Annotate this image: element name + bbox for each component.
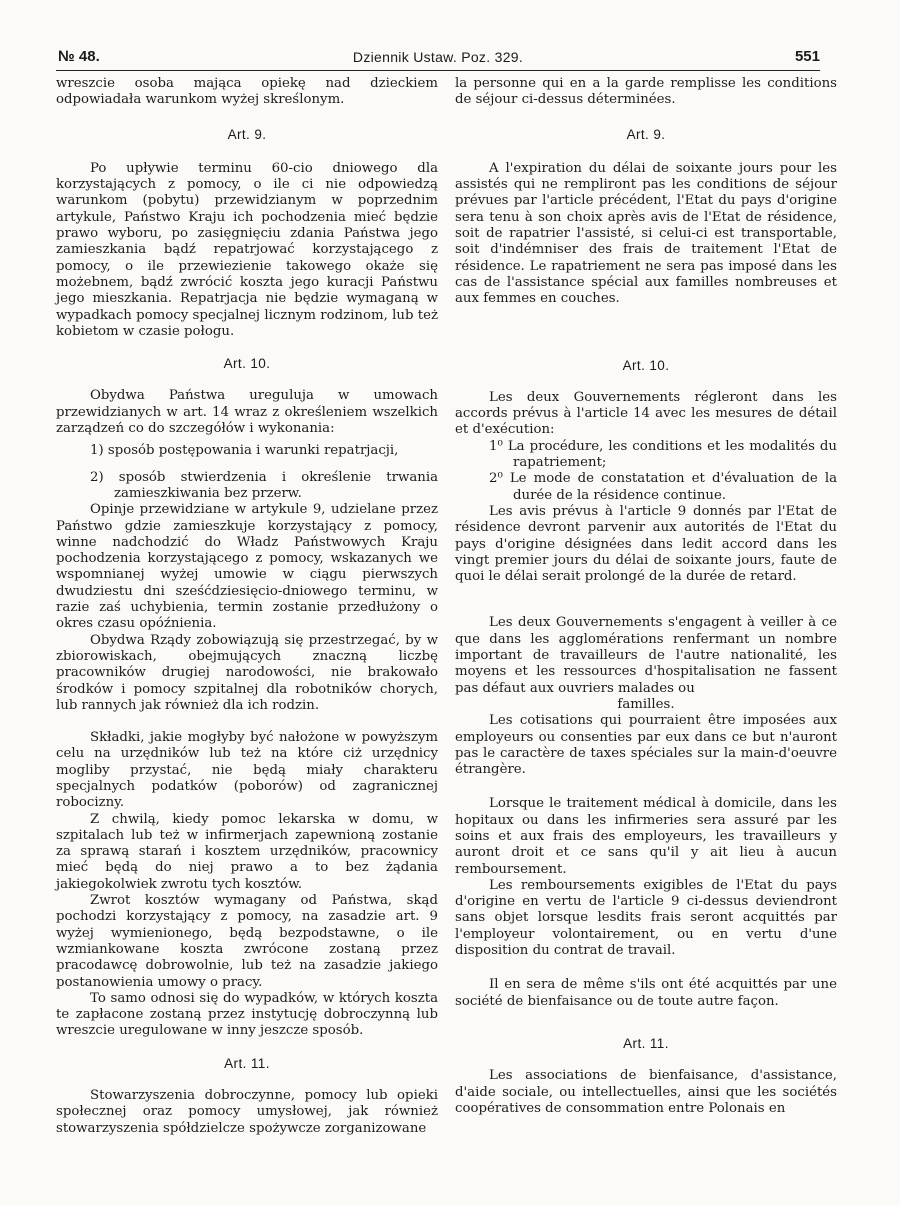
article-10-paragraph-7: Il en sera de même s'ils ont été acquittés par une société de bienfaisance ou de toute autre façon. (455, 977, 837, 1009)
article-10-item-2: 2⁰ Le mode de constatation et d'évaluation de la durée de la résidence continue. (489, 471, 837, 503)
page-header (56, 46, 820, 70)
article-10-paragraph-5: Lorsque le traitement médical à domicile, dans les hopitaux ou dans les infirmeries sera assuré par les soins et aux frais des employeurs, les travailleurs y auront droit et ce sans qu'il y ait lieu à aucun remboursement. (455, 796, 837, 877)
article-10-item-1: 1⁰ La procédure, les conditions et les modalités du rapatriement; (489, 438, 837, 471)
article-11-heading: Art. 11. (623, 1035, 669, 1051)
article-10-heading: Art. 10. (622, 357, 670, 373)
article-9-heading: Art. 9. (626, 126, 666, 142)
article-10-paragraph-6: Zwrot kosztów wymagany od Państwa, skąd pochodzi korzystający z pomocy, na zasadzie art. 9 wyżej wymienionego, będą bezpodstawne, o ile wzmiankowane koszta zwrócone zostaną przez pracodawcę dobrowolnie, lub też na zasadzie jakiego postanowienia umowy o pracy. (56, 893, 438, 990)
article-10-paragraph-5: Z chwilą, kiedy pomoc lekarska w domu, w szpitalach lub też w infirmerjach zapewnioną zostanie za sprawą starań i kosztem urzędników, pracownicy mieć będą do niej prawo a to bez żądania jakiegokolwiek zwrotu tych kosztów. (56, 811, 438, 892)
article-10-paragraph-4: Les cotisations qui pourraient être imposées aux employeurs ou consenties par eux dans ce but n'auront pas le caractère de taxes spéciales sur la main-d'oeuvre étrangère. (455, 713, 837, 778)
header-rule (56, 70, 820, 71)
article-10-heading: Art. 10. (223, 356, 271, 372)
article-10-paragraph-1: Obydwa Państwa ureguluja w umowach przewidzianych w art. 14 wraz z określeniem wszelkich zarządzeń co do szczegółów i wykonania: (56, 388, 438, 437)
article-11-heading: Art. 11. (224, 1055, 270, 1071)
article-10-paragraph-3-end: familles. (617, 696, 675, 712)
article-10-paragraph-4: Składki, jakie mogłyby być nałożone w powyższym celu na urzędników lub też na które ciż urzędnicy mogliby przystać, nie będą miały charakteru specjalnych podatków (poborów) od zagranicznej robocizny. (56, 730, 438, 811)
article-11-paragraph: Les associations de bienfaisance, d'assistance, d'aide sociale, ou intellectuelles, ainsi que les sociétés coopératives de consommation entre Polonais en (455, 1068, 837, 1116)
article-10-paragraph-2: Opinje przewidziane w artykule 9, udzielane przez Państwo gdzie zamieszkuje korzystający z pomocy, winne nadchodzić do Władz Państwowych Kraju pochodzenia korzystającego z pomocy, wskazanych we wspomnianej wyżej umowie w ciągu pierwszych dwudziestu dni sześćdziesięcio-dniowego terminu, w razie zaś uchybienia, termin zostanie przedłużony o okres czasu opóźnienia. (56, 502, 438, 632)
intro-paragraph: wreszcie osoba mająca opiekę nad dzieckiem odpowiadała warunkom wyżej skreślonym. (56, 76, 438, 108)
french-column (455, 76, 837, 1117)
article-10-item-1: 1) sposób postępowania i warunki repatrjacji, (90, 443, 399, 459)
article-10-paragraph-3: Obydwa Rządy zobowiązują się przestrzegać, by w zbiorowiskach, obejmujących znaczną liczbę pracowników drugiej narodowości, nie brakowało środków i pomocy szpitalnej dla robotników chorych, lub rannych jak również dla ich rodzin. (56, 632, 438, 713)
article-10-paragraph-6: Les remboursements exigibles de l'Etat du pays d'origine en vertu de l'article 9 ci-dessus deviendront sans objet lorsque lesdits frais seront acquittés par l'employeur volontairement, ou en vertu d'une disposition du contrat de travail. (455, 877, 837, 959)
page-number: 551 (794, 48, 820, 65)
article-10-paragraph-1: Les deux Gouvernements régleront dans les accords prévus à l'article 14 avec les mesures de détail et d'exécution: (455, 389, 837, 438)
article-10-paragraph-2: Les avis prévus à l'article 9 donnés par l'Etat de résidence devront parvenir aux autorités de l'Etat du pays d'origine désignées dans ledit accord dans les vingt premier jours du délai de soixante jours, faute de quoi le délai serait prolongé de la durée de retard. (455, 503, 837, 585)
issue-number: № 48. (58, 48, 100, 65)
article-10-paragraph-3: Les deux Gouvernements s'engagent à veiller à ce que dans les agglomérations renfermant un nombre important de travailleurs de l'autre nationalité, les moyens et les ressources d'hospitalisation ne fassent pas défaut aux ouvriers malades ou (455, 615, 837, 696)
article-10-item-2: 2) sposób stwierdzenia i określenie trwania zamieszkiwania bez przerw. (90, 469, 438, 501)
article-11-paragraph: Stowarzyszenia dobroczynne, pomocy lub opieki społecznej oraz pomocy umysłowej, jak również stowarzyszenia spółdzielcze spożywcze zorganizowane (56, 1088, 438, 1136)
article-9-heading: Art. 9. (227, 126, 267, 142)
polish-column (56, 76, 438, 1137)
intro-paragraph: la personne qui en a la garde remplisse les conditions de séjour ci-dessus déterminées. (455, 76, 837, 108)
article-9-paragraph: A l'expiration du délai de soixante jours pour les assistés qui ne rempliront pas les conditions de séjour prévues par l'article précédent, l'Etat du pays d'origine sera tenu à son choix après avis de l'Etat de résidence, soit de rapatrier l'assisté, si celui-ci est transportable, soit d'indémniser des frais de traitement l'Etat de résidence. Le rapatriement ne sera pas imposé dans les cas de l'assistance spécial aux familles nombreuses et aux femmes en couches. (455, 160, 837, 307)
article-9-paragraph: Po upływie terminu 60-cio dniowego dla korzystających z pomocy, o ile ci nie odpowiedzą warunkom (pobytu) przewidzianym w poprzednim artykule, Państwo Kraju ich pochodzenia mieć będzie prawo wyboru, po zasięgnięciu zdania Państwa jego zamieszkania bądź repatrjować korzystającego z pomocy, o ile przewiezienie takowego okaże się możebnem, bądź zwrócić koszta jego kuracji Państwu jego mieszkania. Repatrjacja nie będzie wymaganą w wypadkach pomocy specjalnej licznym rodzinom, lub też kobietom w czasie połogu. (56, 160, 438, 339)
article-10-paragraph-7: To samo odnosi się do wypadków, w których koszta te zapłacone zostaną przez instytucję dobroczynną lub wreszcie uregulowane w inny jeszcze sposób. (56, 990, 438, 1039)
journal-title: Dziennik Ustaw. Poz. 329. (352, 49, 524, 65)
